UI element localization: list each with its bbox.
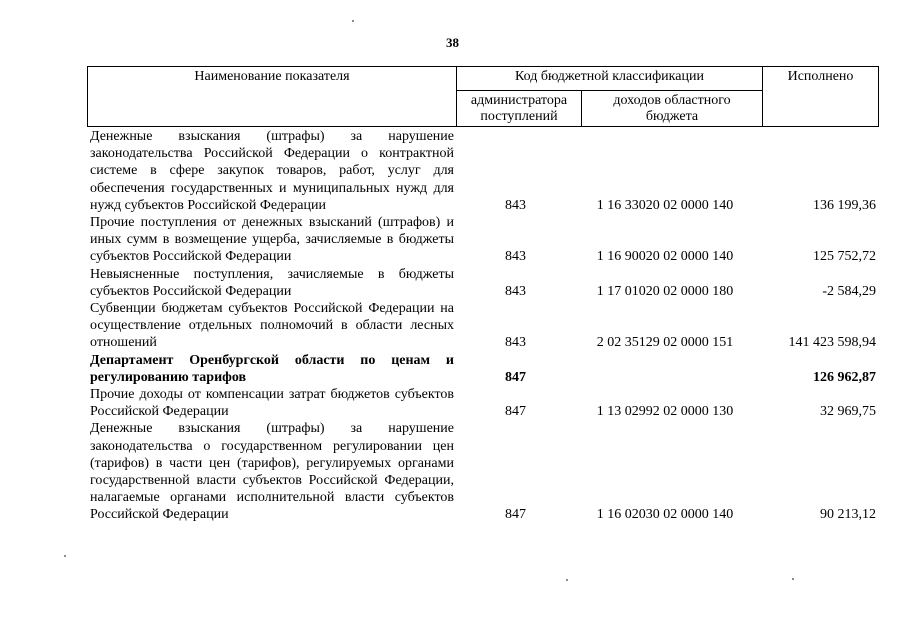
- header-executed: Исполнено: [787, 69, 854, 84]
- table-row: [90, 386, 880, 420]
- row-income-code: 1 16 02030 02 0000 140: [596, 507, 734, 523]
- row-name: Прочие поступления от денежных взысканий (штрафов) и иных сумм в возмещение ущерба, зачисляемые в бюджеты субъектов Российской Федерации: [90, 215, 454, 265]
- row-value: -2 584,29: [822, 283, 876, 299]
- row-admin-code: 847: [505, 404, 526, 420]
- header-admin: администратора поступлений: [470, 93, 568, 124]
- table-header: [87, 66, 879, 127]
- row-admin-code: 843: [505, 197, 526, 213]
- row-name: Прочие доходы от компенсации затрат бюджетов субъектов Российской Федерации: [90, 387, 454, 420]
- scan-speck: [64, 555, 66, 557]
- row-admin-code: 847: [505, 507, 526, 523]
- scan-speck: [566, 579, 568, 581]
- row-admin-code: 843: [505, 249, 526, 265]
- table-row: [90, 300, 880, 352]
- page-number: 38: [446, 35, 459, 50]
- scan-speck: [352, 20, 354, 22]
- table-row: [90, 128, 880, 214]
- table-row: [90, 266, 880, 300]
- header-name: Наименование показателя: [194, 69, 350, 84]
- row-income-code: 1 16 90020 02 0000 140: [596, 249, 734, 265]
- row-value: 125 752,72: [813, 249, 876, 265]
- row-name: Денежные взыскания (штрафы) за нарушение законодательства Российской Федерации о контрактной системе в сфере закупок товаров, работ, услуг для обеспечения государственных и муниципальных нужд для нужд субъектов Российской Федерации: [90, 129, 454, 213]
- table-row: [90, 214, 880, 266]
- table-row-department: [90, 352, 880, 386]
- header-divider: [456, 90, 762, 91]
- scan-speck: [792, 578, 794, 580]
- row-income-code: 1 13 02992 02 0000 130: [596, 404, 734, 420]
- row-income-code: 1 17 01020 02 0000 180: [596, 283, 734, 299]
- row-admin-code: 843: [505, 335, 526, 351]
- row-name: Денежные взыскания (штрафы) за нарушение законодательства о государственном регулировании цен (тарифов) в части цен (тарифов), регулируемых органами государственной власти субъектов Российской Федерации, налагаемые органами исполнительной власти субъектов Российской Федерации: [90, 421, 454, 523]
- table-body: [90, 128, 880, 524]
- row-admin-code: 843: [505, 283, 526, 299]
- row-income-code: 2 02 35129 02 0000 151: [596, 335, 734, 351]
- header-income: доходов областного бюджета: [613, 93, 731, 124]
- table-row: [90, 420, 880, 523]
- row-value: 90 213,12: [820, 507, 876, 523]
- row-name: Невыясненные поступления, зачисляемые в бюджеты субъектов Российской Федерации: [90, 266, 454, 299]
- row-name: Департамент Оренбургской области по ценам и регулированию тарифов: [90, 352, 454, 385]
- row-value: 32 969,75: [820, 404, 876, 420]
- row-value: 126 962,87: [813, 369, 876, 385]
- row-income-code: 1 16 33020 02 0000 140: [596, 197, 734, 213]
- row-admin-code: 847: [505, 369, 526, 385]
- row-value: 136 199,36: [813, 197, 876, 213]
- row-value: 141 423 598,94: [788, 335, 876, 351]
- row-name: Субвенции бюджетам субъектов Российской Федерации на осуществление отдельных полномочий в области лесных отношений: [90, 301, 454, 351]
- header-code-group: Код бюджетной классификации: [515, 69, 704, 84]
